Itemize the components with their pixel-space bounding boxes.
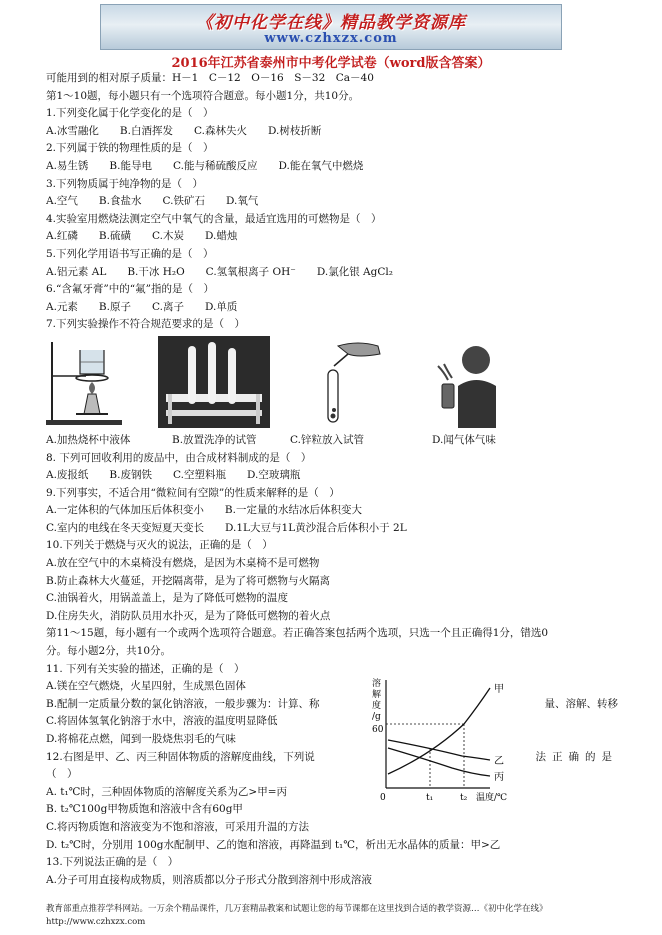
beaker-heating-figure [46, 336, 124, 428]
question-13-option-a: A.分子可用直接构成物质，则溶质都以分子形式分散到溶剂中形成溶液 [46, 873, 372, 886]
question-10-option-d: D.住房失火，消防队员用水扑灭，是为了降低可燃物的着火点 [46, 609, 331, 622]
question-12-option-b: B. t₂℃100g甲物质饱和溶液中含有60g甲 [46, 803, 243, 816]
question-11-option-b [46, 696, 618, 714]
question-9-options-ab: A.一定体积的气体加压后体积变小 B.一定量的水结冰后体积变大 [46, 504, 362, 517]
curve-jia [388, 688, 490, 774]
exam-body [46, 70, 618, 889]
question-3: 3.下列物质属于纯净物的是（ ） [46, 177, 204, 190]
question-7-figures [46, 334, 618, 432]
question-12-left: 12.右图是甲、乙、丙三种固体物质的溶解度曲线，下列说 [46, 750, 315, 763]
banner-title: 《初中化学在线》精品教学资源库 [196, 13, 466, 33]
question-7-options [46, 432, 618, 450]
question-12-option-d: D. t₂℃时，分别用 100g水配制甲、乙的饱和溶液，再降温到 t₁℃，析出无水晶体的质量：甲>乙 [46, 838, 501, 851]
question-10-option-c: C.油锅着火，用锅盖盖上，是为了降低可燃物的温度 [46, 592, 288, 605]
question-2: 2.下列属于铁的物理性质的是（ ） [46, 142, 214, 155]
smell-gas-figure [432, 336, 502, 428]
question-13: 13.下列说法正确的是（ ） [46, 856, 179, 869]
question-11: 11. 下列有关实验的描述，正确的是（ ） [46, 662, 245, 675]
y-axis-label-1: 溶 [372, 679, 382, 689]
question-5-options: A.铝元素 AL B.干冰 H₂O C.氢氧根离子 OH⁻ D.氯化银 AgCl₂ [46, 265, 393, 278]
label-yi: 乙 [494, 756, 504, 767]
question-11-option-d: D.将棉花点燃，闻到一股烧焦羽毛的气味 [46, 733, 236, 745]
section-instructions: 第1～10题，每小题只有一个选项符合题意。每小题1分，共10分。 [46, 89, 360, 102]
question-10: 10.下列关于燃烧与灭火的说法，正确的是（ ） [46, 539, 273, 552]
option-d-label: D.闻气体气味 [432, 433, 496, 446]
option-b-right: 量、溶解、转移 [544, 697, 618, 710]
question-4: 4.实验室用燃烧法测定空气中氧气的含量，最适宜选用的可燃物是（ ） [46, 212, 382, 225]
question-11-option-a: A.镁在空气燃烧，火星四射，生成黑色固体 [46, 680, 246, 693]
question-12-right: 法正确的是 [535, 750, 618, 763]
option-b-label: B.放置洗净的试管 [172, 433, 257, 446]
question-9-options-cd: C.室内的电线在冬天变短夏天变长 D.1L大豆与1L黄沙混合后体积小于 2L [46, 521, 407, 534]
page-footer: 教育部重点推荐学科网站。一万余个精品课件，几万套精品教案和试题让您的每节课都在这里找到合适的教学资源…《初中化学在线》http://www.czhxzx.com [46, 904, 548, 927]
question-10-option-a: A.放在空气中的木桌椅没有燃烧，是因为木桌椅不是可燃物 [46, 557, 320, 570]
test-tube-rack-figure [158, 336, 270, 428]
atomic-mass-line: 可能用到的相对原子质量：H－1 C－12 O－16 S－32 Ca－40 [46, 72, 374, 84]
label-bing: 丙 [494, 772, 504, 783]
x-tick-t1: t₁ [426, 793, 434, 803]
question-11-option-c: C.将固体氢氧化钠溶于水中，溶液的温度明显降低 [46, 715, 278, 728]
banner-url: www.czhxzx.com [264, 31, 398, 46]
question-12-option-c: C.将丙物质饱和溶液变为不饱和溶液，可采用升温的方法 [46, 820, 309, 833]
x-axis-label: 温度/℃ [476, 793, 508, 803]
question-8: 8. 下列可回收利用的废品中，由合成材料制成的是（ ） [46, 451, 312, 464]
question-1-options: A.冰雪融化 B.白酒挥发 C.森林失火 D.树枝折断 [46, 124, 322, 137]
question-12 [46, 749, 618, 767]
question-9: 9.下列事实，不适合用“微粒间有空隙”的性质来解释的是（ ） [46, 486, 340, 499]
option-a-label: A.加热烧杯中液体 [46, 433, 131, 446]
question-1: 1.下列变化属于化学变化的是（ ） [46, 107, 214, 120]
question-7: 7.下列实验操作不符合规范要求的是（ ） [46, 318, 246, 331]
question-4-options: A.红磷 B.硫磺 C.木炭 D.蜡烛 [46, 230, 238, 243]
y-axis-label-3: 度 [372, 701, 382, 711]
label-jia: 甲 [494, 684, 504, 695]
question-10-option-b: B.防止森林大火蔓延，开挖隔离带，是为了将可燃物与火隔离 [46, 574, 331, 587]
y-tick-60: 60 [372, 725, 384, 735]
section2-instructions-1: 第11～15题，每小题有一个或两个选项符合题意。若正确答案包括两个选项，只选一个且正确得1分，错选0 [46, 627, 549, 640]
y-axis-label-4: /g [372, 712, 381, 722]
solubility-curve-chart [372, 676, 532, 806]
question-2-options: A.易生锈 B.能导电 C.能与稀硫酸反应 D.能在氧气中燃烧 [46, 159, 364, 172]
question-3-options: A.空气 B.食盐水 C.铁矿石 D.氧气 [46, 195, 259, 208]
zinc-into-tube-figure [308, 336, 388, 428]
option-c-label: C.锌粒放入试管 [290, 433, 364, 446]
question-6-options: A.元素 B.原子 C.离子 D.单质 [46, 300, 238, 313]
question-5: 5.下列化学用语书写正确的是（ ） [46, 247, 214, 260]
question-12-option-a: A. t₁℃时，三种固体物质的溶解度关系为乙>甲=丙 [46, 785, 288, 798]
option-b-left: B.配制一定质量分数的氯化钠溶液，一般步骤为：计算、称 [46, 697, 320, 710]
document-title: 2016年江苏省泰州市中考化学试卷（word版含答案） [171, 56, 491, 71]
y-axis-label-2: 解 [372, 690, 382, 700]
site-banner [100, 4, 562, 50]
x-tick-t2: t₂ [460, 793, 468, 803]
curve-bing [388, 748, 490, 776]
curve-yi [388, 740, 490, 760]
question-8-options: A.废报纸 B.废钢铁 C.空塑料瓶 D.空玻璃瓶 [46, 469, 301, 482]
question-12-paren: （ ） [46, 768, 78, 781]
origin-label: 0 [380, 793, 386, 803]
section2-instructions-2: 分。每小题2分，共10分。 [46, 645, 172, 658]
question-6: 6.“含氟牙膏”中的“氟”指的是（ ） [46, 283, 214, 296]
